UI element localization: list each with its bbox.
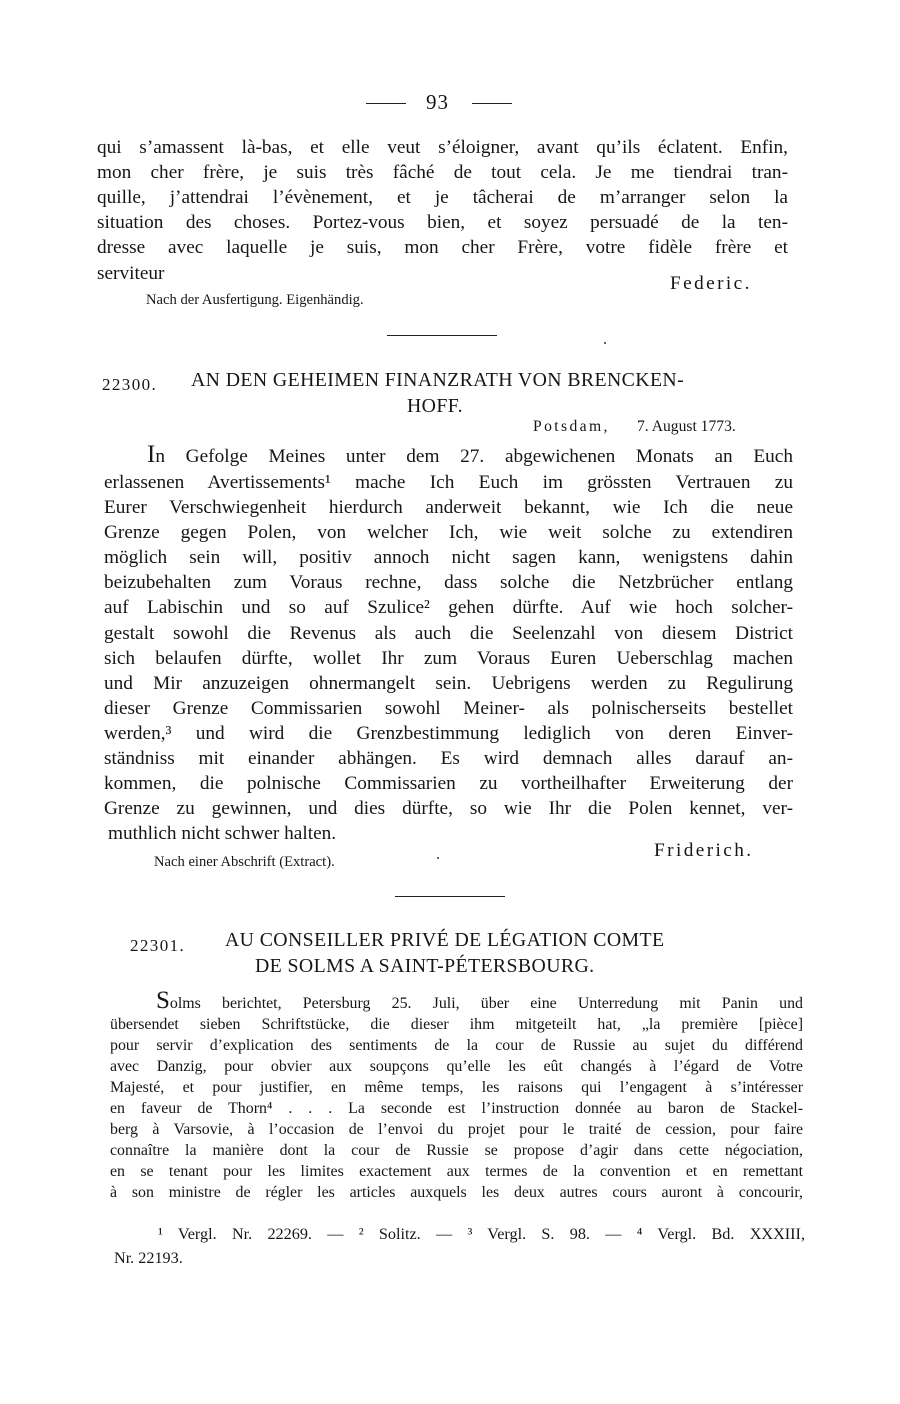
letter-heading-cont: DE SOLMS A SAINT-PÉTERSBOURG.: [255, 955, 595, 977]
text-line: Eurer Verschwiegenheit hierdurch anderweit bekannt, wie Ich die neue: [104, 497, 793, 518]
section-divider: [395, 896, 505, 897]
text-line: Grenze zu gewinnen, und dies dürfte, so wie Ihr die Polen kennet, ver-: [104, 798, 793, 819]
footnote-line: Nr. 22193.: [114, 1249, 183, 1267]
summary-line: [156, 987, 803, 1014]
letter-heading: AU CONSEILLER PRIVÉ DE LÉGATION COMTE: [225, 929, 665, 951]
text-line: Grenze gegen Polen, von welcher Ich, wie weit solche zu extendiren: [104, 522, 793, 543]
text-line: sich belaufen dürfte, wollet Ihr zum Voraus Euren Ueberschlag machen: [104, 648, 793, 669]
section-divider: [387, 335, 497, 336]
text-line-rest: n Gefolge Meines unter dem 27. abgewichenen Monats an Euch: [155, 446, 793, 467]
summary-line: en faveur de Thorn⁴ . . . La seconde est l’instruction donnée au baron de Stackel-: [110, 1100, 803, 1117]
letter-heading: AN DEN GEHEIMEN FINANZRATH VON BRENCKEN-: [191, 369, 685, 391]
text-line: ständniss mit einander abhängen. Es wird demnach alles darauf an-: [104, 748, 793, 769]
text-line: situation des choses. Portez-vous bien, et soyez persuadé de la ten-: [97, 212, 788, 233]
summary-line: avec Danzig, pour obvier aux soupçons qu’elle les eût changés à l’égard de Votre: [110, 1058, 803, 1075]
dateline-place: Potsdam,: [533, 418, 610, 435]
signature-federic: Federic.: [670, 273, 752, 294]
text-line: beizubehalten zum Voraus rechne, dass solche die Netzbrücher entlang: [104, 572, 793, 593]
summary-line: en se tenant pour les limites exactement aux termes de la convention et en remettant: [110, 1163, 803, 1180]
text-line: und Mir anzuzeigen ohnermangelt sein. Uebrigens werden zu Regulirung: [104, 673, 793, 694]
header-rule-right: [472, 103, 512, 104]
text-line: serviteur: [97, 263, 165, 284]
specks: [437, 857, 439, 859]
drop-cap: S: [156, 987, 170, 1014]
text-line: quille, j’attendrai l’évènement, et je tâcherai de m’arranger selon la: [97, 187, 788, 208]
summary-line: Majesté, et pour justifier, en même temps, les raisons qui l’engagent à s’intéresser: [110, 1079, 803, 1096]
text-line: werden,³ und wird die Grenzbestimmung lediglich von deren Einver-: [104, 723, 793, 744]
text-line: möglich sein will, positiv annoch nicht sagen kann, wenigstens dahin: [104, 547, 793, 568]
letter-number: 22301.: [130, 936, 186, 955]
drop-cap: I: [147, 441, 156, 468]
provenance-note: Nach der Ausfertigung. Eigenhändig.: [146, 292, 364, 308]
text-line: erlassenen Avertissements¹ mache Ich Euch im grössten Vertrauen zu: [104, 472, 793, 493]
summary-line: connaître la manière dont la cour de Russie se propose d’agir dans cette négociation,: [110, 1142, 803, 1159]
text-line: kommen, die polnische Commissarien zu vortheilhafter Erweiterung der: [104, 773, 793, 794]
page-number: 93: [426, 90, 449, 114]
text-line: qui s’amassent là-bas, et elle veut s’éloigner, avant qu’ils éclatent. Enfin,: [97, 137, 788, 158]
provenance-note: Nach einer Abschrift (Extract).: [154, 854, 335, 870]
summary-line: pour servir d’explication des sentiments de la cour de Russie au sujet du différend: [110, 1037, 803, 1054]
text-line: mon cher frère, je suis très fâché de tout cela. Je me tiendrai tran-: [97, 162, 788, 183]
text-line: gestalt sowohl die Revenus als auch die Seelenzahl von diesem District: [104, 623, 793, 644]
summary-line: übersendet sieben Schriftstücke, die dieser ihm mitgeteilt hat, „la première [pièce]: [110, 1016, 803, 1033]
letter-heading-cont: HOFF.: [407, 395, 463, 417]
signature-friderich: Friderich.: [654, 840, 754, 861]
dateline-date: 7. August 1773.: [637, 418, 736, 435]
summary-line: berg à Varsovie, à l’occasion de l’envoi du projet pour le traité de cession, pour faire: [110, 1121, 803, 1138]
text-line: [147, 441, 793, 468]
letter-number: 22300.: [102, 375, 158, 394]
header-rule-left: [366, 103, 406, 104]
text-line: muthlich nicht schwer halten.: [108, 823, 337, 844]
text-line: dieser Grenze Commissarien sowohl Meiner- als polnischerseits bestellet: [104, 698, 793, 719]
text-line: auf Labischin und so auf Szulice² gehen dürfte. Auf wie hoch solcher-: [104, 597, 793, 618]
summary-line: à son ministre de régler les articles auxquels les deux autres cours auront à concourir,: [110, 1184, 803, 1201]
specks: [604, 342, 606, 344]
text-line: dresse avec laquelle je suis, mon cher Frère, votre fidèle frère et: [97, 237, 788, 258]
summary-line-rest: olms berichtet, Petersburg 25. Juli, über eine Unterredung mit Panin und: [169, 995, 803, 1012]
footnote-line: ¹ Vergl. Nr. 22269. — ² Solitz. — ³ Vergl. S. 98. — ⁴ Vergl. Bd. XXXIII,: [158, 1225, 805, 1243]
